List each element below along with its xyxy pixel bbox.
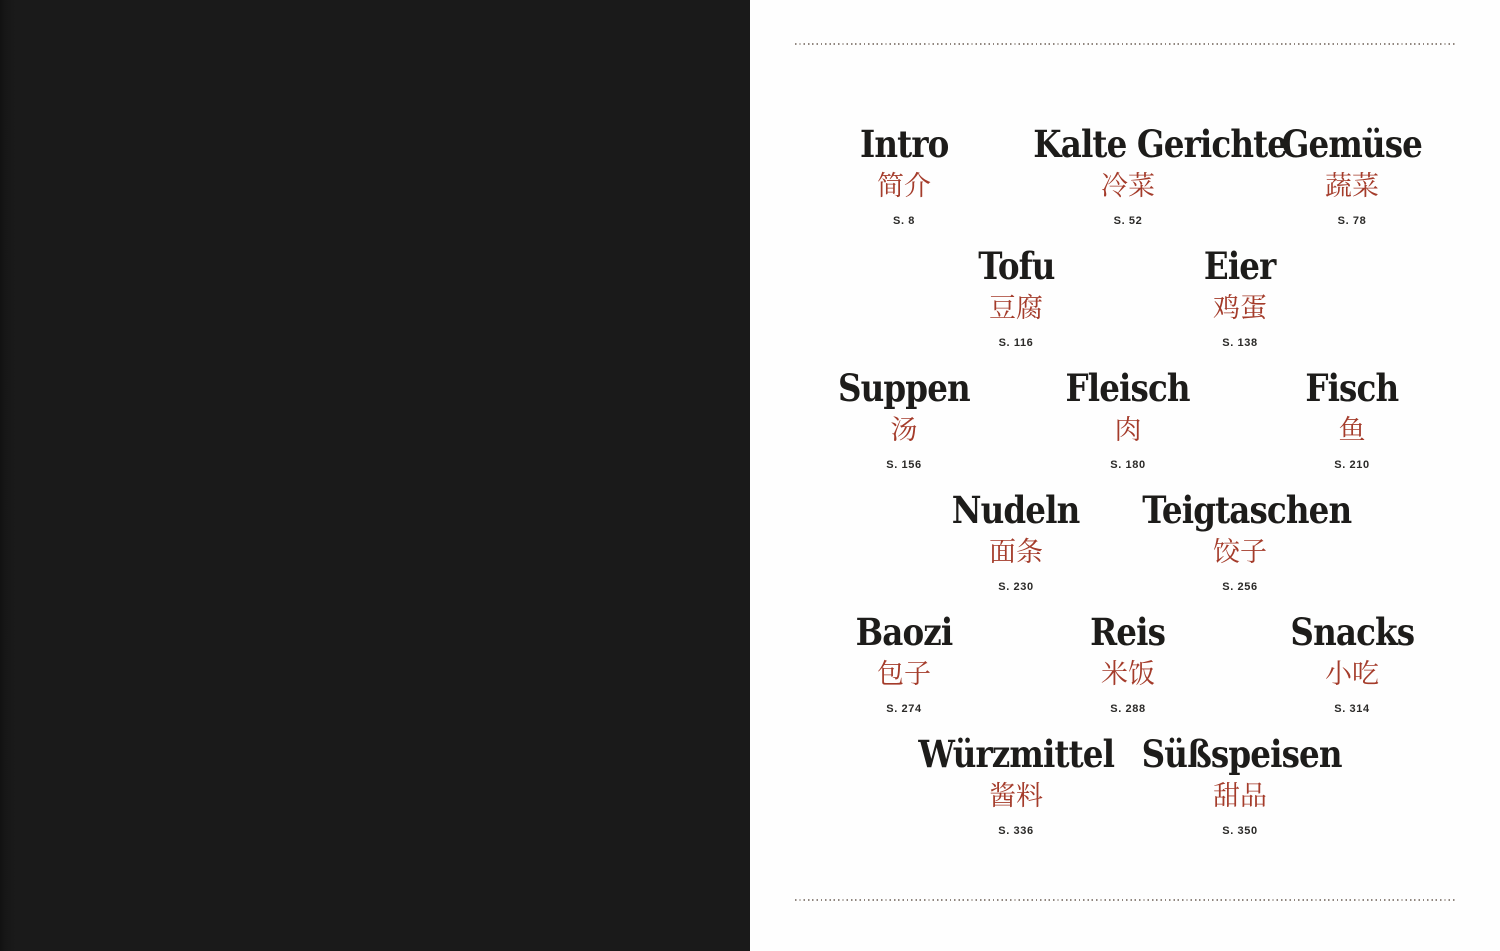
toc-entry-title (1240, 610, 1464, 655)
toc-entry-title (1016, 366, 1240, 411)
toc-entry-title (792, 366, 1016, 411)
toc-entry-page: S. 138 (1222, 337, 1258, 349)
toc-entry-title-text: Teigtaschen (1142, 488, 1352, 532)
toc-entry (904, 732, 1128, 838)
toc-entry (792, 122, 1016, 228)
toc-entry-chinese: 肉 (1114, 415, 1142, 446)
toc-entry (1240, 366, 1464, 472)
toc-entry-page: S. 210 (1334, 459, 1370, 471)
toc-entry-chinese: 饺子 (1213, 537, 1267, 568)
toc-entry-chinese: 鱼 (1338, 415, 1366, 446)
table-of-contents (750, 0, 1500, 854)
toc-entry (792, 366, 1016, 472)
toc-entry-title-text: Nudeln (952, 488, 1080, 532)
toc-entry-title (904, 732, 1128, 777)
toc-entry-chinese: 汤 (890, 415, 918, 446)
toc-entry-page: S. 116 (998, 337, 1034, 349)
toc-row (756, 366, 1500, 472)
toc-entry-chinese: 甜品 (1213, 781, 1267, 812)
toc-row (756, 488, 1500, 594)
toc-entry-title-text: Würzmittel (918, 732, 1114, 776)
toc-row (756, 122, 1500, 228)
toc-entry-title-text: Tofu (977, 244, 1055, 288)
toc-entry-title (792, 122, 1016, 167)
toc-entry-page: S. 288 (1110, 703, 1146, 715)
toc-entry (1016, 122, 1288, 228)
toc-entry-page: S. 8 (893, 215, 915, 227)
toc-entry-title (1128, 732, 1352, 777)
toc-row (756, 732, 1500, 838)
toc-row (756, 610, 1500, 716)
toc-entry-chinese: 简介 (877, 171, 931, 202)
toc-entry-title (904, 488, 1128, 533)
toc-entry-title-text: Fisch (1305, 366, 1399, 410)
toc-entry-page: S. 156 (886, 459, 922, 471)
toc-entry (792, 610, 1016, 716)
toc-entry (1240, 610, 1464, 716)
toc-entry-title (1128, 244, 1352, 289)
toc-entry-page: S. 336 (998, 825, 1034, 837)
toc-entry-chinese: 豆腐 (989, 293, 1043, 324)
toc-entry-page: S. 256 (1222, 581, 1258, 593)
toc-entry (1016, 610, 1240, 716)
right-page-toc (750, 0, 1500, 951)
toc-entry-page: S. 78 (1337, 215, 1367, 227)
toc-entry-page: S. 274 (886, 703, 922, 715)
toc-entry-title (1016, 122, 1288, 167)
toc-entry-chinese: 酱料 (989, 781, 1043, 812)
toc-entry-title-text: Intro (859, 122, 949, 166)
toc-entry-chinese: 面条 (989, 537, 1043, 568)
toc-entry-chinese: 鸡蛋 (1213, 293, 1267, 324)
toc-entry (1128, 244, 1352, 350)
toc-entry-title-text: Baozi (855, 610, 953, 654)
toc-entry-chinese: 小吃 (1325, 659, 1379, 690)
toc-entry-page: S. 52 (1113, 215, 1143, 227)
toc-entry-title (1016, 610, 1240, 655)
toc-entry-title-text: Reis (1090, 610, 1166, 654)
toc-entry-title (1240, 366, 1464, 411)
toc-entry-title-text: Fleisch (1065, 366, 1191, 410)
toc-entry-page: S. 230 (998, 581, 1034, 593)
toc-entry (1016, 366, 1240, 472)
toc-row (756, 244, 1500, 350)
toc-entry-title-text: Eier (1204, 244, 1276, 288)
toc-entry-title-text: Kalte Gerichte (1033, 122, 1288, 166)
toc-entry-title (792, 610, 1016, 655)
toc-entry-title-text: Süßspeisen (1141, 732, 1342, 776)
toc-entry-page: S. 314 (1334, 703, 1370, 715)
toc-entry (904, 244, 1128, 350)
toc-entry-title-text: Suppen (838, 366, 970, 410)
toc-entry-title (904, 244, 1128, 289)
toc-entry-chinese: 米饭 (1101, 659, 1155, 690)
toc-entry-chinese: 包子 (877, 659, 931, 690)
toc-entry-title (1128, 488, 1352, 533)
toc-entry-chinese: 蔬菜 (1325, 171, 1379, 202)
toc-entry-chinese: 冷菜 (1101, 171, 1155, 202)
toc-entry-page: S. 350 (1222, 825, 1258, 837)
toc-entry (1128, 488, 1352, 594)
toc-entry (1128, 732, 1352, 838)
dotted-rule-bottom (795, 899, 1456, 901)
toc-entry-title-text: Snacks (1290, 610, 1414, 654)
toc-entry-page: S. 180 (1110, 459, 1146, 471)
toc-entry-title-text: Gemüse (1281, 122, 1423, 166)
toc-entry (904, 488, 1128, 594)
